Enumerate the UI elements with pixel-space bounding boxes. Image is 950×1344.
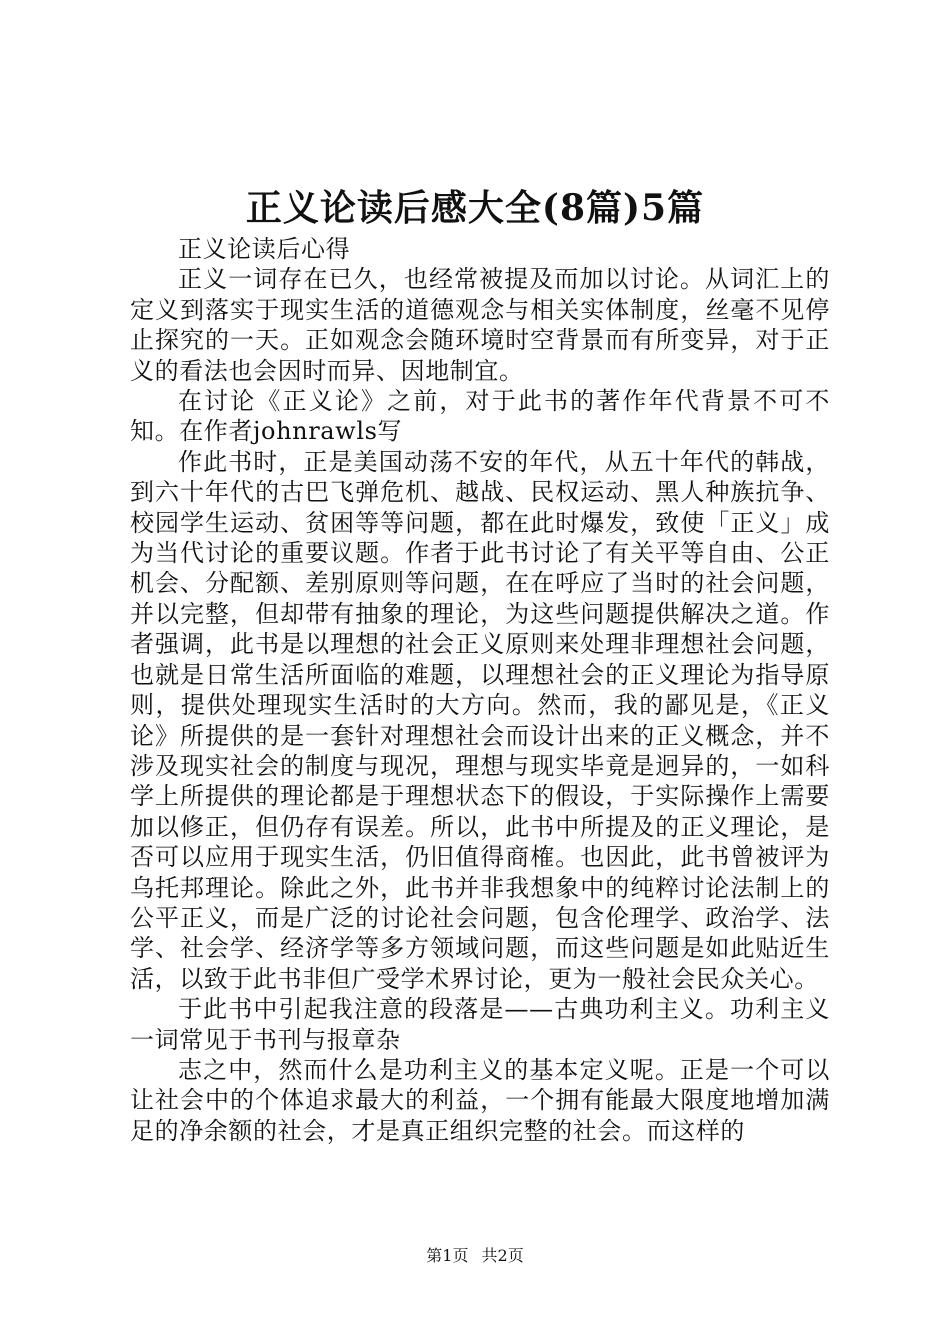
paragraph: 正义论读后心得 xyxy=(178,235,351,263)
paragraph: 于此书中引起我注意的段落是——古典功利主义。功利主义一词常见于书刊与报章杂 xyxy=(130,995,830,1054)
page-number-current: 第1页 xyxy=(426,1246,469,1265)
paragraph: 作此书时，正是美国动荡不安的年代，从五十年代的韩战，到六十年代的古巴飞弹危机、越战、民权运动、黑人种族抗争、校园学生运动、贫困等等问题，都在此时爆发，致使「正义」成为当代讨论的重要议题。作者于此书讨论了有关平等自由、公正机会、分配额、差别原则等问题，在在呼应了当时的社会问题，并以完整，但却带有抽象的理论，为这些问题提供解决之道。作者强调，此书是以理想的社会正义原则来处理非理想社会问题，也就是日常生活所面临的难题，以理想社会的正义理论为指导原则，提供处理现实生活时的大方向。然而，我的鄙见是，《正义论》所提供的是一套针对理想社会而设计出来的正义概念，并不涉及现实社会的制度与现况，理想与现实毕竟是迥异的，一如科学上所提供的理论都是于理想状态下的假设，于实际操作上需要加以修正，但仍存有误差。所以，此书中所提及的正义理论，是否可以应用于现实生活，仍旧值得商榷。也因此，此书曾被评为乌托邦理论。除此之外，此书并非我想象中的纯粹讨论法制上的公平正义，而是广泛的讨论社会问题，包含伦理学、政治学、法学、社会学、经济学等多方领域问题，而这些问题是如此贴近生活，以致于此书非但广受学术界讨论，更为一般社会民众关心。 xyxy=(130,447,830,993)
document-body xyxy=(130,234,830,1146)
paragraph: 在讨论《正义论》之前，对于此书的著作年代背景不可不知。在作者johnrawls写 xyxy=(130,387,830,446)
paragraph: 正义一词存在已久，也经常被提及而加以讨论。从词汇上的定义到落实于现实生活的道德观念与相关实体制度，丝毫不见停止探究的一天。正如观念会随环境时空背景而有所变异，对于正义的看法也会因时而异、因地制宜。 xyxy=(130,265,830,385)
paragraph: 志之中，然而什么是功利主义的基本定义呢。正是一个可以让社会中的个体追求最大的利益，一个拥有能最大限度地增加满足的净余额的社会，才是真正组织完整的社会。而这样的 xyxy=(130,1055,830,1145)
page-footer xyxy=(0,1245,950,1267)
document-title: 正义论读后感大全(8篇)5篇 xyxy=(245,187,705,229)
page-number-total: 共2页 xyxy=(481,1246,524,1265)
